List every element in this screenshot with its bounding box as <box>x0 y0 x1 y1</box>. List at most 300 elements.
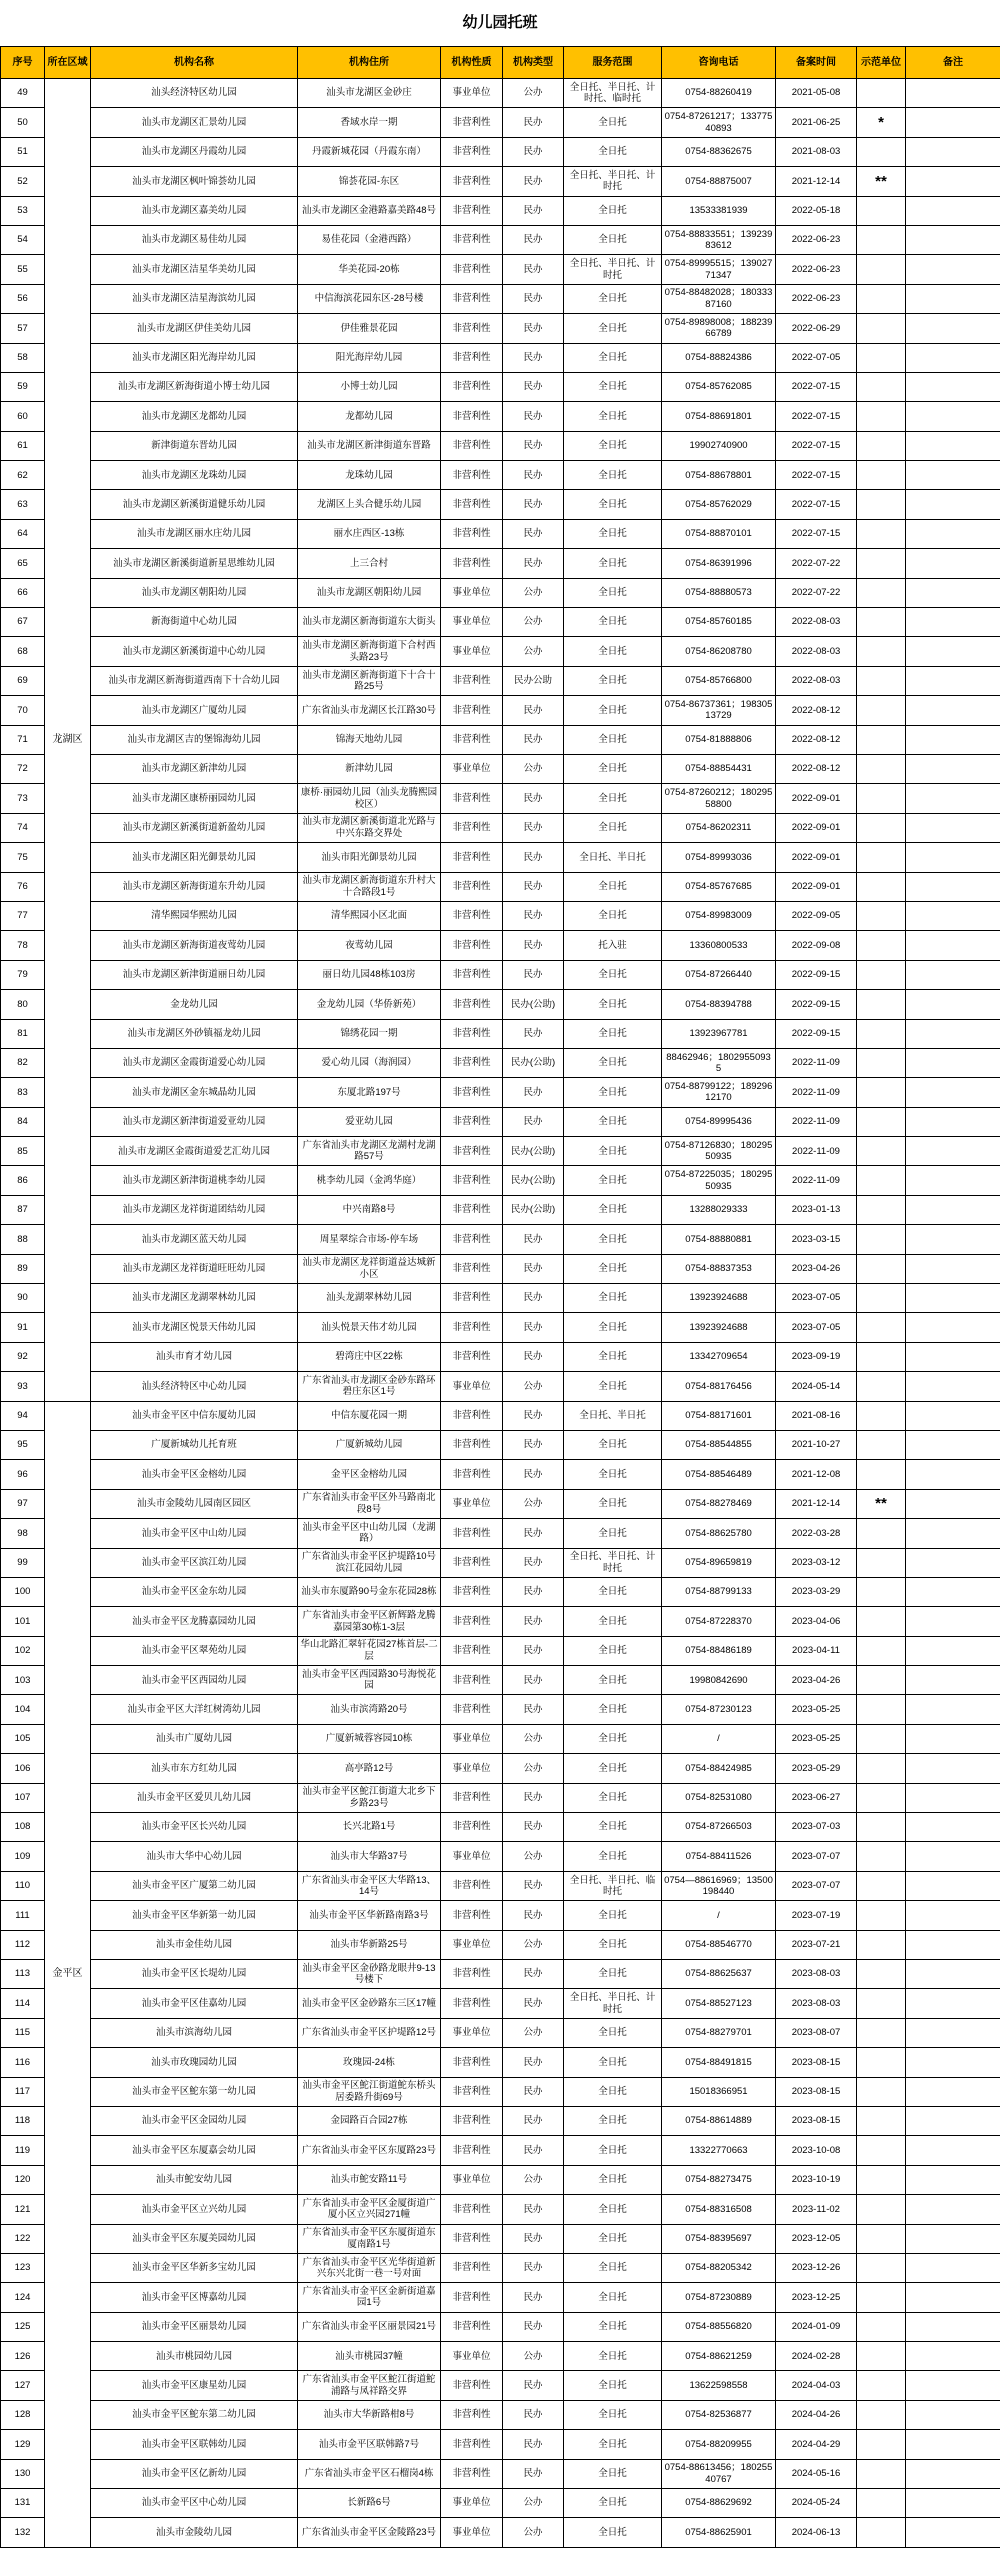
cell-nature: 事业单位 <box>441 755 503 784</box>
cell-demo <box>857 1049 906 1078</box>
cell-address: 清华熙园小区北面 <box>298 902 441 931</box>
cell-no: 112 <box>1 1931 45 1960</box>
cell-phone: 15018366951 <box>662 2078 776 2107</box>
cell-date: 2023-08-03 <box>776 1989 857 2018</box>
cell-phone: 0754-87261217；13377540893 <box>662 108 776 137</box>
cell-name: 汕头市玫瑰园幼儿园 <box>91 2048 298 2077</box>
cell-remark <box>906 1725 1000 1754</box>
cell-phone: 0754-88629692 <box>662 2489 776 2518</box>
cell-scope: 全日托 <box>564 2371 662 2400</box>
cell-address: 丽日幼儿园48栋103房 <box>298 961 441 990</box>
cell-address: 汕头市大华路37号 <box>298 1842 441 1871</box>
cell-remark <box>906 1196 1000 1225</box>
cell-address: 广东省汕头市金平区丽景园21号 <box>298 2313 441 2342</box>
cell-remark <box>906 696 1000 725</box>
header-address: 机构住所 <box>298 47 441 79</box>
header-region: 所在区域 <box>45 47 91 79</box>
cell-address: 中信东厦花园一期 <box>298 1402 441 1431</box>
cell-nature: 非营利性 <box>441 1960 503 1989</box>
cell-demo <box>857 1813 906 1842</box>
cell-type: 民办 <box>503 197 564 226</box>
cell-phone: 13622598558 <box>662 2371 776 2400</box>
cell-date: 2024-05-24 <box>776 2489 857 2518</box>
cell-address: 广东省汕头市龙湖区长江路30号 <box>298 696 441 725</box>
cell-phone: / <box>662 1725 776 1754</box>
cell-no: 86 <box>1 1166 45 1195</box>
cell-date: 2022-07-15 <box>776 373 857 402</box>
cell-type: 民办 <box>503 520 564 549</box>
cell-name: 汕头市龙湖区新津街道桃李幼儿园 <box>91 1166 298 1195</box>
cell-address: 金龙幼儿园（华侨新苑） <box>298 990 441 1019</box>
header-remark: 备注 <box>906 47 1000 79</box>
cell-demo <box>857 1901 906 1930</box>
cell-name: 汕头市金平区联韩幼儿园 <box>91 2430 298 2459</box>
cell-type: 公办 <box>503 1490 564 1519</box>
cell-demo <box>857 814 906 843</box>
cell-remark <box>906 2107 1000 2136</box>
cell-address: 龙湖区上头合健乐幼儿园 <box>298 490 441 519</box>
cell-date: 2022-08-12 <box>776 696 857 725</box>
cell-no: 98 <box>1 1519 45 1548</box>
cell-nature: 事业单位 <box>441 1490 503 1519</box>
cell-no: 56 <box>1 285 45 314</box>
cell-nature: 非营利性 <box>441 1137 503 1166</box>
cell-remark <box>906 961 1000 990</box>
cell-scope: 全日托 <box>564 490 662 519</box>
cell-remark <box>906 1813 1000 1842</box>
cell-remark <box>906 549 1000 578</box>
cell-type: 民办 <box>503 2195 564 2224</box>
cell-no: 63 <box>1 490 45 519</box>
cell-name: 汕头市龙湖区伊佳美幼儿园 <box>91 314 298 343</box>
cell-address: 汕头市阳光御景幼儿园 <box>298 843 441 872</box>
cell-type: 民办(公助) <box>503 1166 564 1195</box>
cell-remark <box>906 2401 1000 2430</box>
cell-scope: 全日托 <box>564 1901 662 1930</box>
cell-phone: 0754—88616969；13500198440 <box>662 1872 776 1901</box>
cell-date: 2023-08-15 <box>776 2048 857 2077</box>
cell-nature: 非营利性 <box>441 1578 503 1607</box>
cell-scope: 全日托 <box>564 2078 662 2107</box>
cell-address: 爱心幼儿园（海润园） <box>298 1049 441 1078</box>
cell-type: 民办 <box>503 1343 564 1372</box>
cell-address: 长新路6号 <box>298 2489 441 2518</box>
cell-phone: 0754-88546489 <box>662 1460 776 1489</box>
cell-type: 民办 <box>503 490 564 519</box>
cell-no: 75 <box>1 843 45 872</box>
cell-scope: 全日托、半日托、计时托 <box>564 1549 662 1578</box>
cell-date: 2023-10-08 <box>776 2136 857 2165</box>
cell-demo <box>857 2195 906 2224</box>
cell-scope: 全日托 <box>564 1695 662 1724</box>
cell-remark <box>906 1049 1000 1078</box>
cell-date: 2022-07-15 <box>776 490 857 519</box>
cell-address: 汕头市东厦路90号金东花园28栋 <box>298 1578 441 1607</box>
cell-scope: 全日托 <box>564 990 662 1019</box>
cell-scope: 全日托 <box>564 1813 662 1842</box>
cell-demo <box>857 1255 906 1284</box>
cell-no: 50 <box>1 108 45 137</box>
cell-type: 民办 <box>503 1901 564 1930</box>
cell-type: 民办 <box>503 784 564 813</box>
cell-type: 公办 <box>503 1931 564 1960</box>
cell-scope: 全日托 <box>564 608 662 637</box>
cell-address: 广东省汕头市龙湖区金砂东路环碧庄东区1号 <box>298 1372 441 1401</box>
cell-remark <box>906 344 1000 373</box>
cell-date: 2022-06-23 <box>776 285 857 314</box>
cell-name: 汕头市龙湖区洁星华美幼儿园 <box>91 255 298 284</box>
cell-address: 汕头市华新路25号 <box>298 1931 441 1960</box>
cell-address: 康桥·丽园幼儿园（汕头龙腾熙园校区） <box>298 784 441 813</box>
cell-date: 2023-07-03 <box>776 1813 857 1842</box>
cell-phone: 0754-86737361；19830513729 <box>662 696 776 725</box>
cell-type: 民办 <box>503 902 564 931</box>
cell-nature: 非营利性 <box>441 2048 503 2077</box>
cell-no: 128 <box>1 2401 45 2430</box>
cell-type: 民办 <box>503 1431 564 1460</box>
cell-nature: 非营利性 <box>441 1460 503 1489</box>
cell-nature: 事业单位 <box>441 608 503 637</box>
cell-nature: 非营利性 <box>441 843 503 872</box>
cell-phone: 0754-88362675 <box>662 138 776 167</box>
cell-phone: 0754-88316508 <box>662 2195 776 2224</box>
cell-remark <box>906 1754 1000 1783</box>
cell-remark <box>906 1460 1000 1489</box>
cell-name: 汕头市龙湖区金霞街道爱艺汇幼儿园 <box>91 1137 298 1166</box>
cell-type: 民办 <box>503 1578 564 1607</box>
cell-date: 2023-07-05 <box>776 1313 857 1342</box>
cell-nature: 非营利性 <box>441 1343 503 1372</box>
cell-nature: 非营利性 <box>441 1049 503 1078</box>
cell-address: 汕头市龙湖区金港路嘉美路48号 <box>298 197 441 226</box>
cell-scope: 全日托 <box>564 1078 662 1107</box>
cell-phone: 0754-87225035；18029550935 <box>662 1166 776 1195</box>
cell-nature: 非营利性 <box>441 226 503 255</box>
cell-name: 汕头市金陵幼儿园 <box>91 2518 298 2547</box>
cell-date: 2021-12-14 <box>776 1490 857 1519</box>
cell-phone: 19902740900 <box>662 432 776 461</box>
cell-phone: 0754-89995515；13902771347 <box>662 255 776 284</box>
cell-no: 117 <box>1 2078 45 2107</box>
cell-phone: 13923924688 <box>662 1313 776 1342</box>
cell-no: 113 <box>1 1960 45 1989</box>
cell-no: 132 <box>1 2518 45 2547</box>
cell-date: 2022-07-05 <box>776 344 857 373</box>
cell-no: 54 <box>1 226 45 255</box>
cell-demo <box>857 755 906 784</box>
cell-remark <box>906 2342 1000 2371</box>
cell-type: 公办 <box>503 637 564 666</box>
cell-demo <box>857 1725 906 1754</box>
cell-nature: 非营利性 <box>441 1078 503 1107</box>
cell-demo: * <box>857 108 906 137</box>
cell-address: 小博士幼儿园 <box>298 373 441 402</box>
cell-scope: 全日托 <box>564 520 662 549</box>
cell-phone: 0754-88278469 <box>662 1490 776 1519</box>
cell-remark <box>906 373 1000 402</box>
cell-no: 85 <box>1 1137 45 1166</box>
cell-type: 民办 <box>503 314 564 343</box>
cell-scope: 全日托 <box>564 726 662 755</box>
cell-demo <box>857 2460 906 2489</box>
cell-type: 民办 <box>503 1960 564 1989</box>
header-nature: 机构性质 <box>441 47 503 79</box>
cell-name: 汕头市金平区华新多宝幼儿园 <box>91 2254 298 2283</box>
cell-demo <box>857 285 906 314</box>
cell-scope: 全日托 <box>564 1284 662 1313</box>
cell-demo <box>857 608 906 637</box>
cell-scope: 全日托 <box>564 1225 662 1254</box>
cell-demo <box>857 1166 906 1195</box>
cell-name: 汕头市龙湖区龙祥街道团结幼儿园 <box>91 1196 298 1225</box>
cell-remark <box>906 1313 1000 1342</box>
cell-address: 桃李幼儿园（金鸿华庭） <box>298 1166 441 1195</box>
cell-address: 中信海滨花园东区-28号楼 <box>298 285 441 314</box>
cell-type: 民办 <box>503 1989 564 2018</box>
kindergarten-table <box>0 46 1000 2548</box>
cell-type: 民办 <box>503 1666 564 1695</box>
cell-remark <box>906 79 1000 108</box>
cell-scope: 全日托 <box>564 314 662 343</box>
cell-demo <box>857 1225 906 1254</box>
cell-no: 108 <box>1 1813 45 1842</box>
cell-nature: 非营利性 <box>441 1784 503 1813</box>
cell-demo <box>857 79 906 108</box>
cell-type: 民办公助 <box>503 667 564 696</box>
cell-address: 广东省汕头市金平区金陵路23号 <box>298 2518 441 2547</box>
cell-nature: 事业单位 <box>441 2342 503 2371</box>
cell-scope: 全日托 <box>564 1255 662 1284</box>
cell-phone: 0754-88209955 <box>662 2430 776 2459</box>
cell-nature: 非营利性 <box>441 549 503 578</box>
cell-phone: 0754-89898008；18823966789 <box>662 314 776 343</box>
cell-name: 汕头市龙湖区新溪街道新盈幼儿园 <box>91 814 298 843</box>
cell-scope: 全日托 <box>564 784 662 813</box>
cell-region: 金平区 <box>45 1402 91 2548</box>
cell-demo <box>857 2489 906 2518</box>
cell-name: 汕头市金平区鮀东第一幼儿园 <box>91 2078 298 2107</box>
cell-no: 77 <box>1 902 45 931</box>
cell-type: 民办 <box>503 373 564 402</box>
cell-name: 汕头市金平区滨江幼儿园 <box>91 1549 298 1578</box>
cell-date: 2023-04-26 <box>776 1666 857 1695</box>
cell-phone: 0754-88614889 <box>662 2107 776 2136</box>
cell-address: 丹霞新城花园（丹霞东南） <box>298 138 441 167</box>
cell-address: 锦海天地幼儿园 <box>298 726 441 755</box>
cell-name: 汕头市金平区西园幼儿园 <box>91 1666 298 1695</box>
cell-type: 民办 <box>503 1813 564 1842</box>
cell-remark <box>906 2195 1000 2224</box>
cell-address: 广东省汕头市金平区新辉路龙腾嘉园第30栋1-3层 <box>298 1607 441 1636</box>
cell-date: 2024-06-13 <box>776 2518 857 2547</box>
cell-scope: 全日托 <box>564 373 662 402</box>
cell-date: 2022-09-01 <box>776 784 857 813</box>
cell-address: 周星翠综合市场-停车场 <box>298 1225 441 1254</box>
cell-nature: 非营利性 <box>441 902 503 931</box>
cell-no: 68 <box>1 637 45 666</box>
cell-type: 民办 <box>503 226 564 255</box>
cell-address: 汕头市金平区西园路30号海悦花园 <box>298 1666 441 1695</box>
cell-demo <box>857 1578 906 1607</box>
cell-type: 民办 <box>503 2460 564 2489</box>
cell-remark <box>906 255 1000 284</box>
cell-phone: 0754-88625637 <box>662 1960 776 1989</box>
cell-address: 汕头市金平区鮀江街道大北乡下乡路23号 <box>298 1784 441 1813</box>
page-title: 幼儿园托班 <box>462 14 538 31</box>
cell-date: 2024-02-28 <box>776 2342 857 2371</box>
cell-type: 民办 <box>503 1078 564 1107</box>
cell-remark <box>906 138 1000 167</box>
cell-scope: 全日托 <box>564 1490 662 1519</box>
cell-remark <box>906 1402 1000 1431</box>
cell-phone: 0754-88171601 <box>662 1402 776 1431</box>
cell-demo <box>857 373 906 402</box>
cell-demo <box>857 490 906 519</box>
cell-demo <box>857 226 906 255</box>
cell-scope: 全日托 <box>564 2460 662 2489</box>
cell-demo <box>857 1078 906 1107</box>
cell-name: 汕头市金平区中心幼儿园 <box>91 2489 298 2518</box>
cell-no: 125 <box>1 2313 45 2342</box>
cell-phone: 0754-88491815 <box>662 2048 776 2077</box>
cell-address: 广东省汕头市金平区金新街道嘉园1号 <box>298 2283 441 2312</box>
cell-type: 民办 <box>503 2254 564 2283</box>
cell-demo <box>857 1196 906 1225</box>
cell-demo <box>857 461 906 490</box>
cell-date: 2022-11-09 <box>776 1166 857 1195</box>
cell-nature: 事业单位 <box>441 1931 503 1960</box>
cell-no: 59 <box>1 373 45 402</box>
cell-date: 2022-08-03 <box>776 637 857 666</box>
cell-type: 民办(公助) <box>503 1196 564 1225</box>
cell-remark <box>906 2166 1000 2195</box>
cell-remark <box>906 2254 1000 2283</box>
header-scope: 服务范围 <box>564 47 662 79</box>
cell-phone: 0754-88799122；18929612170 <box>662 1078 776 1107</box>
cell-demo <box>857 138 906 167</box>
cell-remark <box>906 1842 1000 1871</box>
cell-nature: 事业单位 <box>441 1754 503 1783</box>
cell-address: 汕头市金平区鮀江街道鮀东桥头居委路升街69号 <box>298 2078 441 2107</box>
cell-phone: 0754-88486189 <box>662 1637 776 1666</box>
cell-phone: 0754-88870101 <box>662 520 776 549</box>
cell-scope: 全日托 <box>564 2489 662 2518</box>
cell-no: 118 <box>1 2107 45 2136</box>
cell-no: 127 <box>1 2371 45 2400</box>
cell-date: 2021-05-08 <box>776 79 857 108</box>
cell-type: 民办 <box>503 549 564 578</box>
cell-name: 汕头市金平区中山幼儿园 <box>91 1519 298 1548</box>
cell-name: 汕头市金平区中信东厦幼儿园 <box>91 1402 298 1431</box>
cell-no: 60 <box>1 402 45 431</box>
cell-no: 100 <box>1 1578 45 1607</box>
cell-demo: ** <box>857 167 906 196</box>
cell-name: 汕头市龙湖区阳光海岸幼儿园 <box>91 344 298 373</box>
cell-name: 汕头市金平区龙腾嘉园幼儿园 <box>91 1607 298 1636</box>
cell-type: 民办 <box>503 1549 564 1578</box>
cell-demo <box>857 2078 906 2107</box>
cell-demo <box>857 344 906 373</box>
cell-address: 汕头市龙湖区龙祥街道益达城新小区 <box>298 1255 441 1284</box>
cell-no: 109 <box>1 1842 45 1871</box>
cell-phone: 13533381939 <box>662 197 776 226</box>
cell-nature: 非营利性 <box>441 138 503 167</box>
cell-name: 汕头市滨海幼儿园 <box>91 2019 298 2048</box>
cell-remark <box>906 1255 1000 1284</box>
cell-address: 新津幼儿园 <box>298 755 441 784</box>
cell-phone: 0754-88625780 <box>662 1519 776 1548</box>
cell-type: 民办 <box>503 961 564 990</box>
cell-address: 广东省汕头市金平区金厦街道广厦小区立兴园271幢 <box>298 2195 441 2224</box>
cell-nature: 事业单位 <box>441 2019 503 2048</box>
cell-scope: 全日托 <box>564 1460 662 1489</box>
cell-address: 香域水岸一期 <box>298 108 441 137</box>
cell-address: 玫瑰园-24栋 <box>298 2048 441 2077</box>
cell-type: 公办 <box>503 2019 564 2048</box>
cell-scope: 全日托 <box>564 2313 662 2342</box>
cell-demo <box>857 2019 906 2048</box>
cell-nature: 非营利性 <box>441 314 503 343</box>
cell-date: 2023-06-27 <box>776 1784 857 1813</box>
cell-phone: 0754-88837353 <box>662 1255 776 1284</box>
cell-phone: 0754-87260212；18029558800 <box>662 784 776 813</box>
cell-no: 72 <box>1 755 45 784</box>
cell-date: 2024-04-26 <box>776 2401 857 2430</box>
cell-date: 2022-07-15 <box>776 461 857 490</box>
cell-date: 2023-04-06 <box>776 1607 857 1636</box>
cell-name: 汕头市金平区亿新幼儿园 <box>91 2460 298 2489</box>
cell-name: 汕头市金平区博嘉幼儿园 <box>91 2283 298 2312</box>
cell-name: 汕头市金平区立兴幼儿园 <box>91 2195 298 2224</box>
cell-nature: 非营利性 <box>441 2313 503 2342</box>
cell-nature: 非营利性 <box>441 1255 503 1284</box>
cell-phone: 0754-88854431 <box>662 755 776 784</box>
cell-demo <box>857 1460 906 1489</box>
cell-demo <box>857 2166 906 2195</box>
cell-phone: 0754-88279701 <box>662 2019 776 2048</box>
cell-remark <box>906 1960 1000 1989</box>
cell-date: 2023-08-07 <box>776 2019 857 2048</box>
cell-name: 汕头市龙湖区龙珠幼儿园 <box>91 461 298 490</box>
cell-address: 华山北路汇翠轩花园27栋首层-二层 <box>298 1637 441 1666</box>
cell-demo <box>857 255 906 284</box>
cell-demo <box>857 1284 906 1313</box>
cell-no: 99 <box>1 1549 45 1578</box>
cell-type: 民办 <box>503 931 564 960</box>
cell-date: 2024-05-14 <box>776 1372 857 1401</box>
cell-phone: 0754-88880573 <box>662 579 776 608</box>
cell-scope: 全日托、半日托 <box>564 1402 662 1431</box>
cell-address: 金园路百合园27栋 <box>298 2107 441 2136</box>
cell-remark <box>906 490 1000 519</box>
cell-nature: 非营利性 <box>441 1813 503 1842</box>
cell-date: 2023-10-19 <box>776 2166 857 2195</box>
cell-demo <box>857 1402 906 1431</box>
cell-date: 2021-06-25 <box>776 108 857 137</box>
cell-remark <box>906 2460 1000 2489</box>
cell-type: 民办(公助) <box>503 990 564 1019</box>
cell-scope: 全日托 <box>564 2195 662 2224</box>
cell-address: 汕头市桃园37幢 <box>298 2342 441 2371</box>
cell-nature: 非营利性 <box>441 696 503 725</box>
cell-demo <box>857 1754 906 1783</box>
cell-date: 2023-08-03 <box>776 1960 857 1989</box>
cell-nature: 事业单位 <box>441 1372 503 1401</box>
cell-demo <box>857 197 906 226</box>
cell-remark <box>906 402 1000 431</box>
cell-address: 广东省汕头市金平区鮀江街道鮀浦路与凤祥路交界 <box>298 2371 441 2400</box>
cell-demo <box>857 2518 906 2547</box>
